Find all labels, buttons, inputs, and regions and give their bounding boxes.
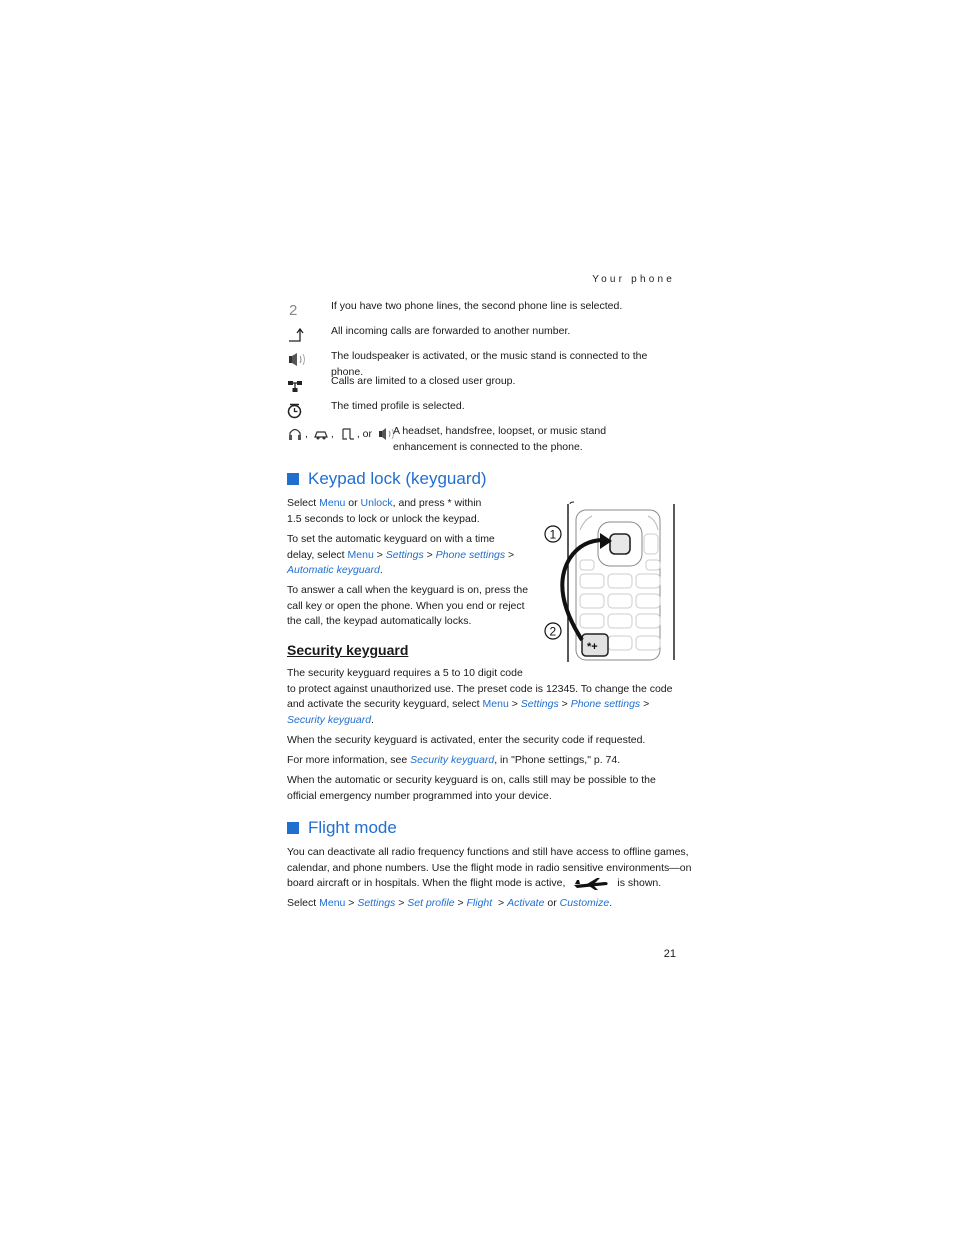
keypad-paragraph-1: Select Menu or Unlock, and press * within 1.5 seconds to lock or unlock the keypad. [287, 497, 482, 525]
enhancement-icons [287, 425, 398, 443]
phone-settings-link: Phone settings [435, 548, 506, 561]
automatic-keyguard-link: Automatic keyguard [287, 564, 380, 577]
icon-description: Calls are limited to a closed user group. [331, 375, 516, 387]
icon-description: The loudspeaker is activated, or the music stand is connected to the phone. [331, 350, 648, 378]
keypad-illustration [540, 500, 680, 666]
security-keyguard-heading: Security keyguard [287, 642, 409, 658]
icon-description: All incoming calls are forwarded to another number. [331, 325, 571, 337]
loopset-icon [340, 426, 356, 442]
loudspeaker-icon [287, 351, 309, 367]
line-two-icon [287, 300, 309, 316]
keypad-paragraph-3: To answer a call when the keyguard is on, press the call key or open the phone. When you end or reject the call, the keypad automatically locks. [287, 584, 529, 628]
flight-mode-heading: Flight mode [287, 818, 397, 838]
keypad-lock-heading: Keypad lock (keyguard) [287, 469, 487, 489]
star-key-label: *+ [587, 641, 598, 653]
menu-link: Menu [319, 497, 346, 509]
flight-paragraph-2: Select Menu > Settings > Set profile > Flight > Activate or Customize. [287, 897, 613, 909]
security-paragraph-2: When the security keyguard is activated, enter the security code if requested. [287, 734, 646, 746]
closed-user-group-icon [287, 377, 309, 393]
flight-paragraph-1: You can deactivate all radio frequency functions and still have access to offline games, calendar, and phone numbers. Use the flight mode in radio sensitive environments—on board aircraft or in hospitals. When the flight mode is active, is shown. [287, 846, 692, 890]
timed-profile-icon [287, 402, 309, 418]
heading-square-icon [287, 473, 299, 485]
enhancement-separator: , [330, 428, 334, 440]
enhancement-description: A headset, handsfree, loopset, or music stand enhancement is connected to the phone. [393, 425, 607, 453]
security-paragraph-4: When the automatic or security keyguard is on, calls still may be possible to the official emergency number programmed into your device. [287, 774, 656, 802]
menu-link: Menu [347, 548, 374, 561]
settings-link: Settings [385, 548, 424, 561]
settings-link: Settings [357, 897, 396, 909]
menu-link: Menu [482, 698, 509, 711]
icon-description: The timed profile is selected. [331, 400, 465, 412]
menu-link: Menu [319, 897, 346, 909]
security-keyguard-link: Security keyguard [287, 713, 372, 726]
customize-link: Customize [559, 897, 610, 909]
flight-link: Flight [466, 897, 493, 909]
handsfree-icon [313, 426, 329, 442]
svg-text:2: 2 [289, 302, 298, 318]
set-profile-link: Set profile [407, 897, 455, 909]
phone-settings-link: Phone settings [570, 698, 641, 711]
callout-2: 2 [549, 624, 557, 639]
heading-square-icon [287, 822, 299, 834]
settings-link: Settings [520, 698, 559, 711]
page-number: 21 [663, 948, 676, 960]
icon-description: If you have two phone lines, the second phone line is selected. [331, 300, 623, 312]
keypad-paragraph-2: To set the automatic keyguard on with a time delay, select Menu > Settings > Phone settings > Automatic keyguard. [287, 533, 515, 577]
security-paragraph-3: For more information, see Security keyguard, in "Phone settings," p. 74. [287, 754, 621, 766]
unlock-link: Unlock [360, 497, 393, 509]
headset-icon [287, 426, 303, 442]
callout-1: 1 [549, 527, 557, 542]
section-header: Your phone [592, 274, 675, 285]
enhancement-separator: , or [356, 428, 373, 440]
security-paragraph-1: The security keyguard requires a 5 to 10 digit code to protect against unauthorized use. The preset code is 12345. To change the code and activate the security keyguard, select Menu > Settings > Phone settings > Security keyguard. [287, 667, 673, 726]
enhancement-separator: , [305, 428, 308, 440]
security-keyguard-ref-link: Security keyguard [410, 754, 495, 766]
call-forward-icon [287, 326, 309, 342]
activate-link: Activate [507, 897, 545, 909]
airplane-icon [573, 877, 609, 891]
